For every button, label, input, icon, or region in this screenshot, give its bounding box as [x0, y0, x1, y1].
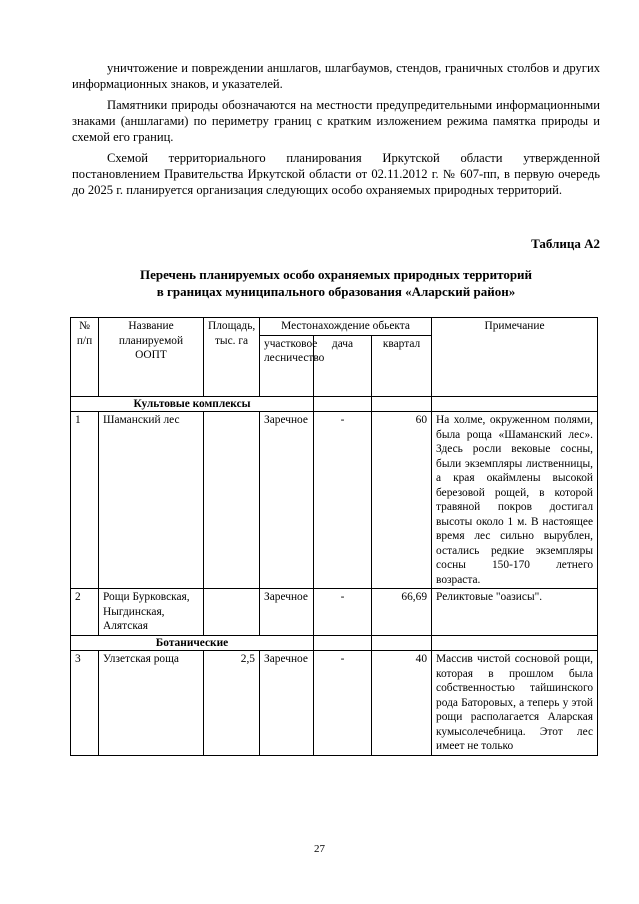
protected-areas-table: [70, 317, 598, 756]
row-name: Улзетская роща: [99, 651, 204, 756]
page-number: 27: [314, 843, 325, 855]
row-area: [204, 412, 260, 589]
header-name: Название планируемой ООПТ: [99, 318, 204, 397]
section-empty-cell: [432, 635, 598, 651]
row-name: Шаманский лес: [99, 412, 204, 589]
header-location: Местонахождение обьекта: [260, 318, 432, 336]
row-num: 2: [71, 589, 99, 636]
table-title: [72, 266, 600, 300]
row-note: На холме, окруженном полями, была роща «Шаманский лес». Здесь росли вековые сосны, были экземпляры лиственницы, а края окаймлены высокой березовой рощей, в которой травяной покров достигал высоты около 1 м. В настоящее время лес сильно вырублен, остались редкие экземпляры сосны 150-170 летнего возраста.: [432, 412, 598, 589]
header-kvartal: квартал: [372, 335, 432, 396]
header-area: Площадь, тыс. га: [204, 318, 260, 397]
row-num: 3: [71, 651, 99, 756]
row-kvartal: 40: [372, 651, 432, 756]
row-dacha: -: [314, 589, 372, 636]
row-forestry: Заречное: [260, 589, 314, 636]
section-title: Культовые комплексы: [71, 396, 314, 412]
table-caption: Таблица А2: [531, 236, 600, 251]
section-row: [71, 635, 598, 651]
table-header-row: [71, 318, 598, 336]
section-empty-cell: [372, 396, 432, 412]
header-note: Примечание: [432, 318, 598, 397]
row-dacha: -: [314, 651, 372, 756]
row-name: Рощи Бурковская, Ныгдинская, Алятская: [99, 589, 204, 636]
section-empty-cell: [314, 635, 372, 651]
row-forestry: Заречное: [260, 651, 314, 756]
section-title: Ботанические: [71, 635, 314, 651]
table-title-line-2: в границах муниципального образования «Аларский район»: [156, 284, 516, 299]
section-empty-cell: [314, 396, 372, 412]
row-area: [204, 589, 260, 636]
paragraph-2: Памятники природы обозначаются на местности предупредительными информационными знаками (аншлагами) по периметру границ с кратким изложением режима памятка природы и схемой его границ.: [72, 98, 600, 145]
row-area: 2,5: [204, 651, 260, 756]
section-empty-cell: [372, 635, 432, 651]
row-forestry: Заречное: [260, 412, 314, 589]
row-note: Массив чистой сосновой рощи, которая в прошлом была собственностью тайшинского рода Баторовых, а теперь у этой рощи располагается Аларская кумысолечебница. Этот лес имеет не только: [432, 651, 598, 756]
section-row: [71, 396, 598, 412]
row-dacha: -: [314, 412, 372, 589]
row-kvartal: 66,69: [372, 589, 432, 636]
header-forestry: участковое лесничество: [260, 335, 314, 396]
section-empty-cell: [432, 396, 598, 412]
table-title-line-1: Перечень планируемых особо охраняемых природных территорий: [139, 267, 533, 282]
row-kvartal: 60: [372, 412, 432, 589]
header-dacha: дача: [314, 335, 372, 396]
paragraph-1: уничтожение и повреждении аншлагов, шлагбаумов, стендов, граничных столбов и других информационных знаков, и указателей.: [72, 61, 600, 92]
paragraph-3: Схемой территориального планирования Иркутской области утвержденной постановлением Правительства Иркутской области от 02.11.2012 г. № 607-пп, в первую очередь до 2025 г. планируется организация следующих особо охраняемых природных территорий.: [72, 151, 600, 198]
table-row: [71, 651, 598, 756]
header-num: № п/п: [71, 318, 99, 397]
row-num: 1: [71, 412, 99, 589]
row-note: Реликтовые "оазисы".: [432, 589, 598, 636]
table-row: [71, 412, 598, 589]
table-row: [71, 589, 598, 636]
